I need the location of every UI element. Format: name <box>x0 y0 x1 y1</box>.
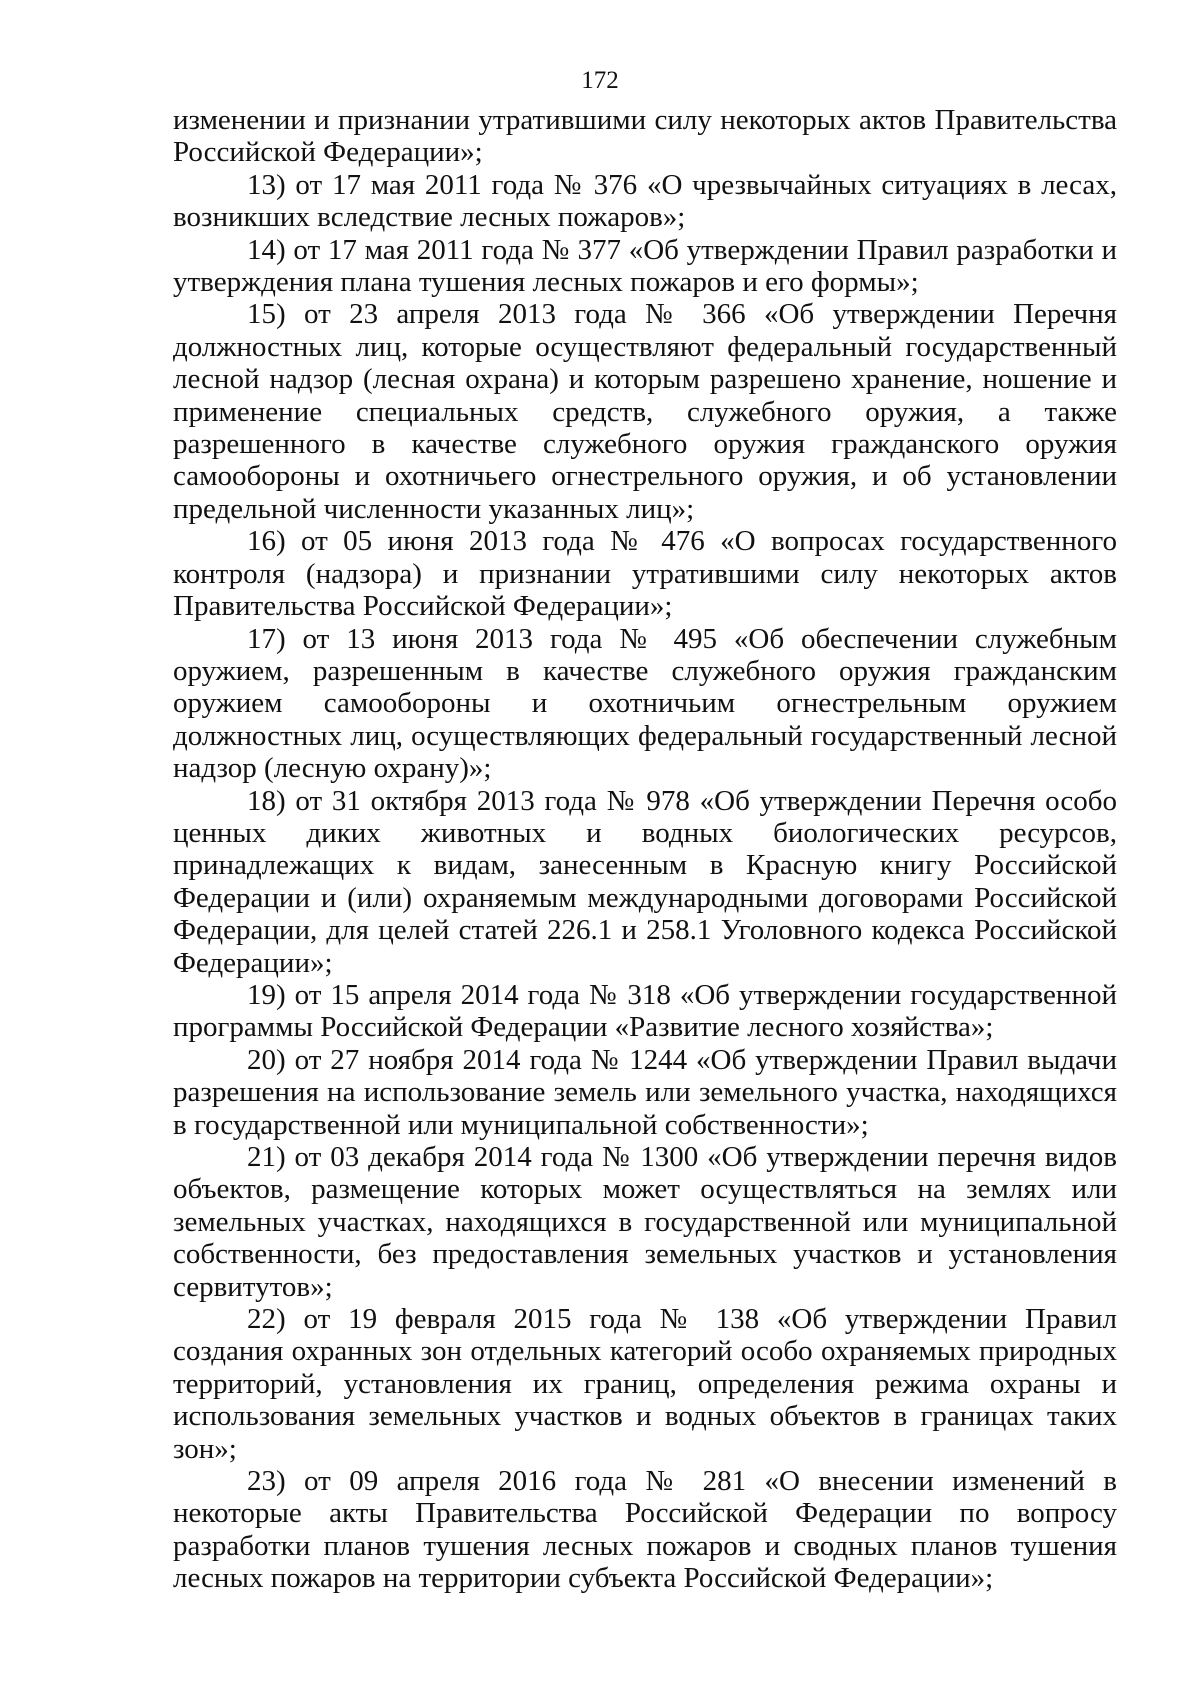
list-item-13: 13) от 17 мая 2011 года № 376 «О чрезвычайных ситуациях в лесах, возникших вследствие лесных пожаров»; <box>173 168 1117 234</box>
list-item-18: 18) от 31 октября 2013 года № 978 «Об утверждении Перечня особо ценных диких животных и водных биологических ресурсов, принадлежащих к видам, занесенным в Красную книгу Российской Федерации и (или) охраняемым международными договорами Российской Федерации, для целей статей 226.1 и 258.1 Уголовного кодекса Российской Федерации»; <box>173 784 1117 979</box>
document-body <box>173 104 1117 1595</box>
list-item-20: 20) от 27 ноября 2014 года № 1244 «Об утверждении Правил выдачи разрешения на использование земель или земельного участка, находящихся в государственной или муниципальной собственности»; <box>173 1043 1117 1141</box>
list-item-14: 14) от 17 мая 2011 года № 377 «Об утверждении Правил разработки и утверждения плана тушения лесных пожаров и его формы»; <box>173 233 1117 299</box>
list-item-19: 19) от 15 апреля 2014 года № 318 «Об утверждении государственной программы Российской Федерации «Развитие лесного хозяйства»; <box>173 978 1117 1044</box>
continuation-paragraph: изменении и признании утратившими силу некоторых актов Правительства Российской Федерации»; <box>173 104 1117 169</box>
list-item-22: 22) от 19 февраля 2015 года № 138 «Об утверждении Правил создания охранных зон отдельных категорий особо охраняемых природных территорий, установления их границ, определения режима охраны и использования земельных участков и водных объектов в границах таких зон»; <box>173 1303 1117 1465</box>
list-item-17: 17) от 13 июня 2013 года № 495 «Об обеспечении служебным оружием, разрешенным в качестве служебного оружия гражданским оружием самообороны и охотничьим огнестрельным оружием должностных лиц, осуществляющих федеральный государственный лесной надзор (лесную охрану)»; <box>173 622 1117 785</box>
list-item-15: 15) от 23 апреля 2013 года № 366 «Об утверждении Перечня должностных лиц, которые осуществляют федеральный государственный лесной надзор (лесная охрана) и которым разрешено хранение, ношение и применение специальных средств, служебного оружия, а также разрешенного в качестве служебного оружия гражданского оружия самообороны и охотничьего огнестрельного оружия, и об установлении предельной численности указанных лиц»; <box>173 298 1117 525</box>
page-number: 172 <box>581 67 619 94</box>
list-item-21: 21) от 03 декабря 2014 года № 1300 «Об утверждении перечня видов объектов, размещение которых может осуществляться на землях или земельных участках, находящихся в государственной или муниципальной собственности, без предоставления земельных участков и установления сервитутов»; <box>173 1141 1117 1303</box>
list-item-23: 23) от 09 апреля 2016 года № 281 «О внесении изменений в некоторые акты Правительства Российской Федерации по вопросу разработки планов тушения лесных пожаров и сводных планов тушения лесных пожаров на территории субъекта Российской Федерации»; <box>173 1465 1117 1595</box>
list-item-16: 16) от 05 июня 2013 года № 476 «О вопросах государственного контроля (надзора) и признании утратившими силу некоторых актов Правительства Российской Федерации»; <box>173 525 1117 623</box>
